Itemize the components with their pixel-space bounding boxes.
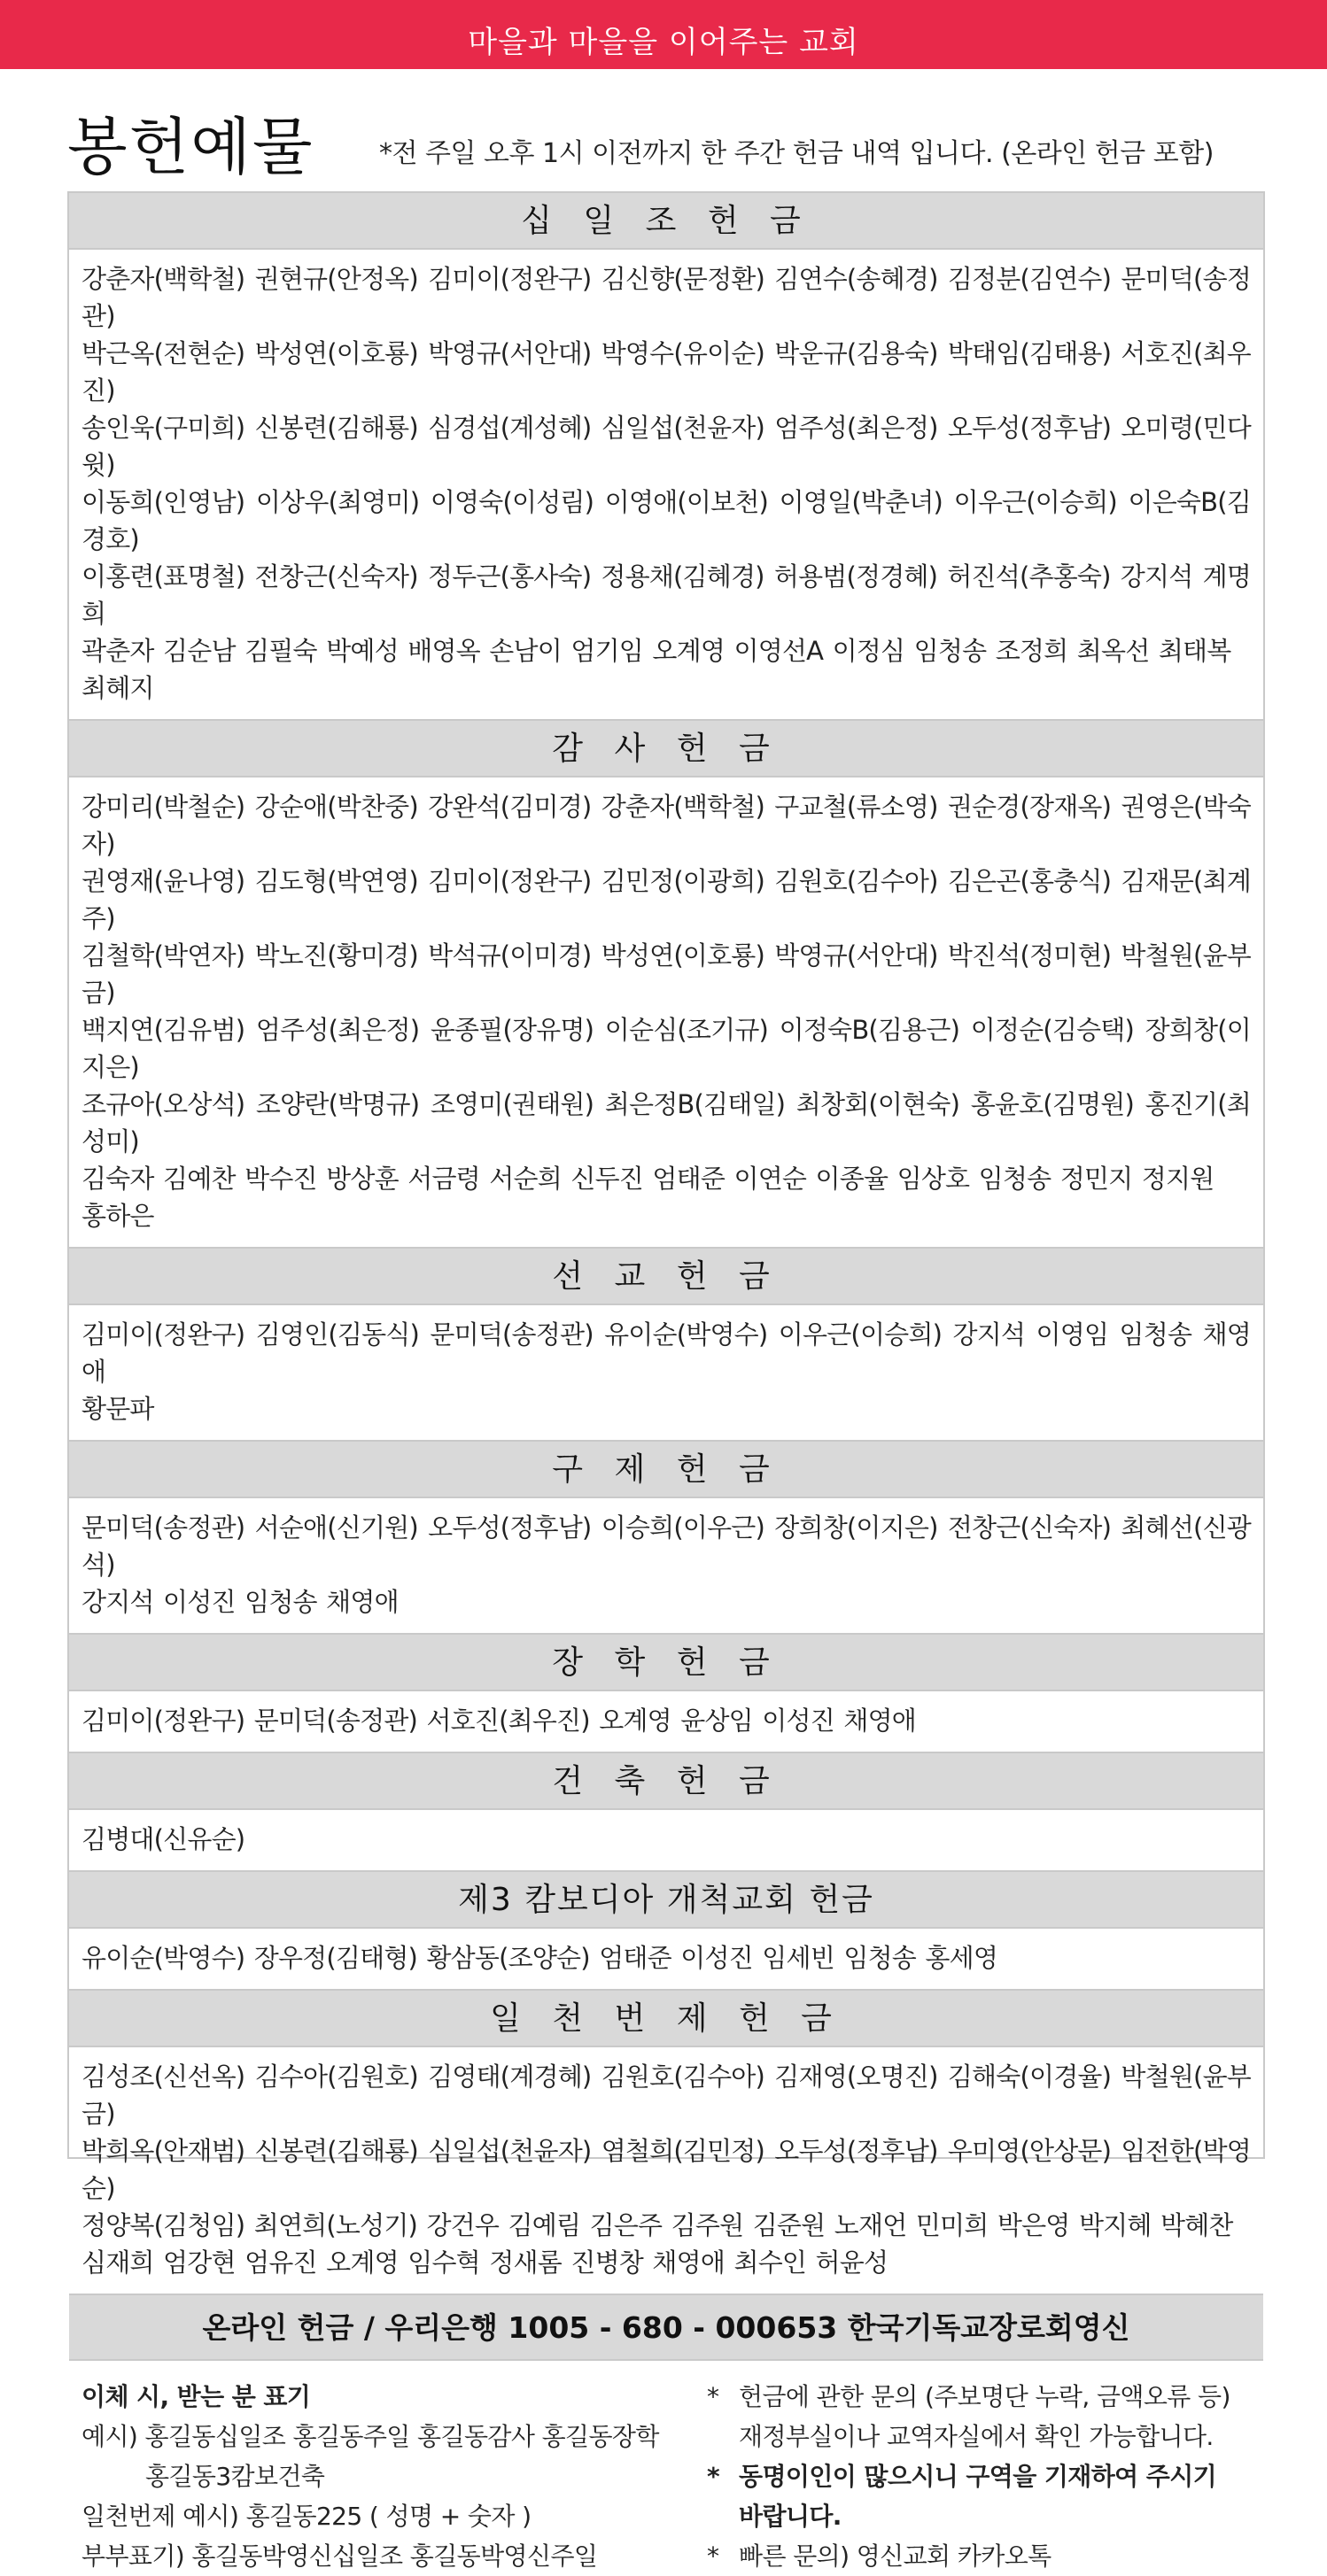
offering-sections — [69, 193, 1263, 2295]
section-header: 건 축 헌 금 — [69, 1753, 1263, 1810]
name-line: 유이순(박영수) 장우정(김태형) 황삼동(조양순) 엄태준 이성진 임세빈 임청송 홍세영 — [81, 1943, 998, 1973]
name-line: 문미덕(송정관) 서순애(신기원) 오두성(정후남) 이승희(이우근) 장희창(이지은) 전창근(신숙자) 최혜선(신광석) — [81, 1512, 1251, 1580]
name-line: 박희옥(안재범) 신봉련(김해룡) 심일섭(천윤자) 염철희(김민정) 오두성(정후남) 우미영(안상문) 임전한(박영순) — [81, 2136, 1251, 2203]
inquiry-note-3-text: 빠른 문의) 영신교회 카카오톡 — [739, 2541, 1052, 2571]
section-header: 선 교 헌 금 — [69, 1249, 1263, 1305]
section-header: 십 일 조 헌 금 — [69, 193, 1263, 250]
name-line: 곽춘자 김순남 김필숙 박예성 배영옥 손남이 엄기임 오계영 이영선A 이정심 임청송 조정희 최옥선 최태복 — [81, 636, 1231, 666]
inquiry-note-2-line-b: 바랍니다. — [739, 2502, 842, 2531]
section-names — [69, 777, 1263, 1249]
inquiry-note-1-text — [739, 2377, 1230, 2456]
inquiry-note-2 — [707, 2456, 1256, 2536]
name-line: 이동희(인영남) 이상우(최영미) 이영숙(이성림) 이영애(이보천) 이영일(박춘녀) 이우근(이승희) 이은숙B(김경호) — [81, 487, 1251, 554]
asterisk-icon: * — [707, 2462, 720, 2491]
name-line: 송인욱(구미희) 신봉련(김해룡) 심경섭(계성혜) 심일섭(천윤자) 엄주성(최은정) 오두성(정후남) 오미령(민다윗) — [81, 413, 1251, 480]
inquiry-notes — [707, 2377, 1256, 2576]
inquiry-note-1 — [707, 2377, 1256, 2456]
section-header: 구 제 헌 금 — [69, 1442, 1263, 1498]
section-header: 일 천 번 제 헌 금 — [69, 1991, 1263, 2047]
section-header: 장 학 헌 금 — [69, 1635, 1263, 1691]
name-line: 박근옥(전현순) 박성연(이호룡) 박영규(서안대) 박영수(유이순) 박운규(김용숙) 박태임(김태용) 서호진(최우진) — [81, 338, 1251, 406]
name-line: 조규아(오상석) 조양란(박명규) 조영미(권태원) 최은정B(김태일) 최창회(이현숙) 홍윤호(김명원) 홍진기(최성미) — [81, 1089, 1251, 1156]
inquiry-note-1-line-b: 재정부실이나 교역자실에서 확인 가능합니다. — [739, 2422, 1214, 2451]
section-header: 제3 캄보디아 개척교회 헌금 — [69, 1872, 1263, 1929]
transfer-example-3: 일천번제 예시) 홍길동225 ( 성명 + 숫자 ) — [81, 2502, 532, 2531]
name-line: 강춘자(백학철) 권현규(안정옥) 김미이(정완구) 김신향(문정환) 김연수(송혜경) 김정분(김연수) 문미덕(송정관) — [81, 264, 1251, 331]
transfer-title: 이체 시, 받는 분 표기 — [81, 2382, 311, 2411]
name-line: 김병대(신유순) — [81, 1824, 245, 1854]
section-names — [69, 1810, 1263, 1872]
transfer-example-4: 부부표기) 홍길동박영신십일조 홍길동박영신주일 — [81, 2541, 598, 2571]
name-line: 김숙자 김예찬 박수진 방상훈 서금령 서순희 신두진 엄태준 이연순 이종율 임상호 임청송 정민지 정지원 — [81, 1164, 1214, 1194]
name-line: 김성조(신선옥) 김수아(김원호) 김영태(계경혜) 김원호(김수아) 김재영(오명진) 김해숙(이경율) 박철원(윤부금) — [81, 2062, 1251, 2129]
section-names — [69, 1691, 1263, 1753]
asterisk-icon: * — [707, 2541, 719, 2571]
page-title: 봉헌예물 — [67, 111, 314, 183]
inquiry-note-2-line-a: 동명이인이 많으시니 구역을 기재하여 주시기 — [739, 2462, 1217, 2491]
name-line: 김미이(정완구) 문미덕(송정관) 서호진(최우진) 오계영 윤상임 이성진 채영애 — [81, 1706, 917, 1736]
offering-table — [67, 191, 1265, 2571]
banner-text: 마을과 마을을 이어주는 교회 — [468, 25, 859, 60]
inquiry-note-3 — [707, 2536, 1256, 2576]
transfer-instructions — [81, 2377, 755, 2576]
name-line: 이홍련(표명철) 전창근(신숙자) 정두근(홍사숙) 정용채(김혜경) 허용범(정경혜) 허진석(추홍숙) 강지석 계명희 — [81, 561, 1251, 629]
section-names — [69, 2047, 1263, 2295]
inquiry-note-1-line-a: 헌금에 관한 문의 (주보명단 누락, 금액오류 등) — [739, 2382, 1230, 2411]
section-names — [69, 250, 1263, 721]
online-offering-info — [69, 2361, 1263, 2573]
name-line: 강미리(박철순) 강순애(박찬중) 강완석(김미경) 강춘자(백학철) 구교철(류소영) 권순경(장재옥) 권영은(박숙자) — [81, 792, 1251, 859]
name-line: 최혜지 — [81, 673, 154, 703]
online-offering-header: 온라인 헌금 / 우리은행 1005 - 680 - 000653 한국기독교장로회영신 — [69, 2295, 1263, 2361]
section-names — [69, 1305, 1263, 1442]
section-names — [69, 1929, 1263, 1991]
offering-note: *전 주일 오후 1시 이전까지 한 주간 헌금 내역 입니다. (온라인 헌금 포함) — [379, 138, 1214, 169]
name-line: 권영재(윤나영) 김도형(박연영) 김미이(정완구) 김민정(이광희) 김원호(김수아) 김은곤(홍충식) 김재문(최계주) — [81, 866, 1251, 933]
top-banner — [0, 0, 1327, 69]
name-line: 김미이(정완구) 김영인(김동식) 문미덕(송정관) 유이순(박영수) 이우근(이승희) 강지석 이영임 임청송 채영애 — [81, 1319, 1251, 1387]
section-names — [69, 1498, 1263, 1635]
inquiry-note-2-text — [739, 2456, 1216, 2536]
name-line: 심재희 엄강현 엄유진 오계영 임수혁 정새롬 진병창 채영애 최수인 허윤성 — [81, 2247, 889, 2278]
name-line: 강지석 이성진 임청송 채영애 — [81, 1587, 399, 1617]
name-line: 김철학(박연자) 박노진(황미경) 박석규(이미경) 박성연(이호룡) 박영규(서안대) 박진석(정미현) 박철원(윤부금) — [81, 940, 1251, 1008]
name-line: 정양복(김청임) 최연희(노성기) 강건우 김예림 김은주 김주원 김준원 노재언 민미희 박은영 박지혜 박혜찬 — [81, 2210, 1233, 2240]
name-line: 홍하은 — [81, 1201, 154, 1231]
transfer-example-1: 예시) 홍길동십일조 홍길동주일 홍길동감사 홍길동장학 — [81, 2422, 659, 2451]
name-line: 황문파 — [81, 1394, 154, 1424]
name-line: 백지연(김유범) 엄주성(최은정) 윤종필(장유명) 이순심(조기규) 이정숙B(김용근) 이정순(김승택) 장희창(이지은) — [81, 1015, 1251, 1082]
section-header: 감 사 헌 금 — [69, 721, 1263, 777]
asterisk-icon: * — [707, 2382, 719, 2411]
transfer-example-2: 홍길동3캄보건축 — [145, 2462, 325, 2491]
